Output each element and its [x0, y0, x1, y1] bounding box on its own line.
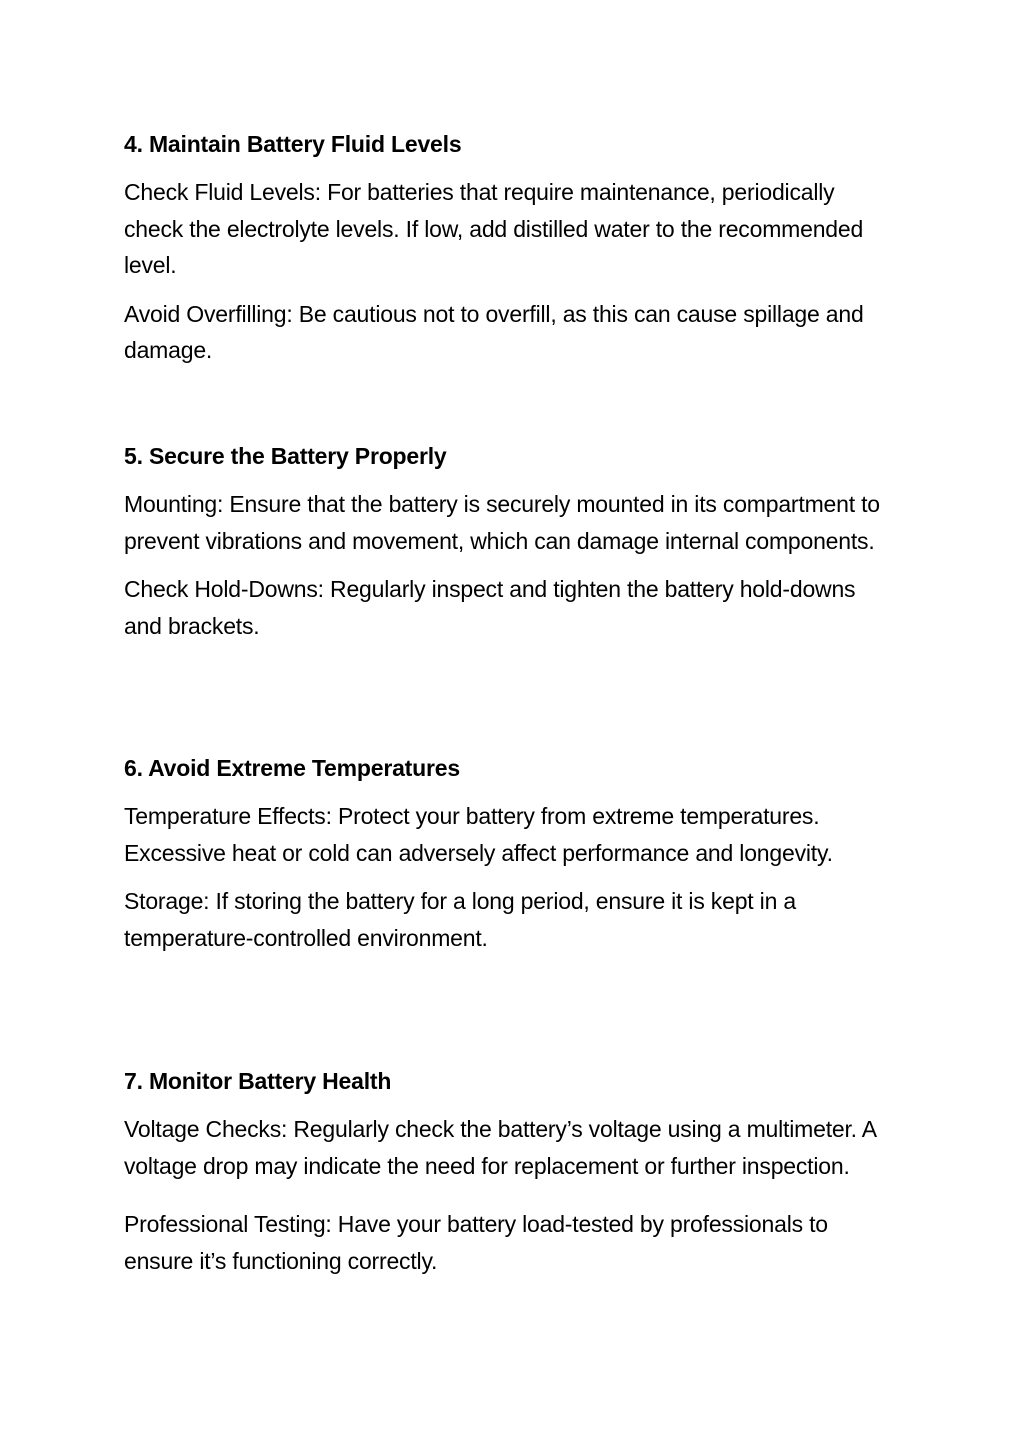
- section-paragraph: Temperature Effects: Protect your battery from extreme temperatures. Excessive heat or cold can adversely affect performance and longevity.: [124, 803, 833, 866]
- section-paragraph: Professional Testing: Have your battery load-tested by professionals to ensure it’s functioning correctly.: [124, 1211, 828, 1274]
- section-secure-battery: [124, 441, 894, 644]
- section-heading: 6. Avoid Extreme Temperatures: [124, 755, 460, 781]
- section-heading: 7. Monitor Battery Health: [124, 1068, 392, 1094]
- section-paragraph: Avoid Overfilling: Be cautious not to overfill, as this can cause spillage and damage.: [124, 300, 864, 363]
- section-paragraph: Storage: If storing the battery for a long period, ensure it is kept in a temperature-controlled environment.: [124, 888, 796, 951]
- section-heading: 4. Maintain Battery Fluid Levels: [124, 131, 462, 157]
- section-paragraph: Mounting: Ensure that the battery is securely mounted in its compartment to prevent vibrations and movement, which can damage internal components.: [124, 491, 880, 554]
- section-maintain-fluid-levels: [124, 129, 894, 369]
- section-paragraph: Check Fluid Levels: For batteries that require maintenance, periodically check the electrolyte levels. If low, add distilled water to the recommended level.: [124, 179, 864, 278]
- section-monitor-battery-health: [124, 1066, 894, 1279]
- section-heading: 5. Secure the Battery Properly: [124, 443, 447, 469]
- section-paragraph: Voltage Checks: Regularly check the battery’s voltage using a multimeter. A voltage drop may indicate the need for replacement or further inspection.: [124, 1116, 876, 1179]
- section-avoid-extreme-temperatures: [124, 753, 894, 956]
- section-paragraph: Check Hold-Downs: Regularly inspect and tighten the battery hold-downs and brackets.: [124, 576, 856, 639]
